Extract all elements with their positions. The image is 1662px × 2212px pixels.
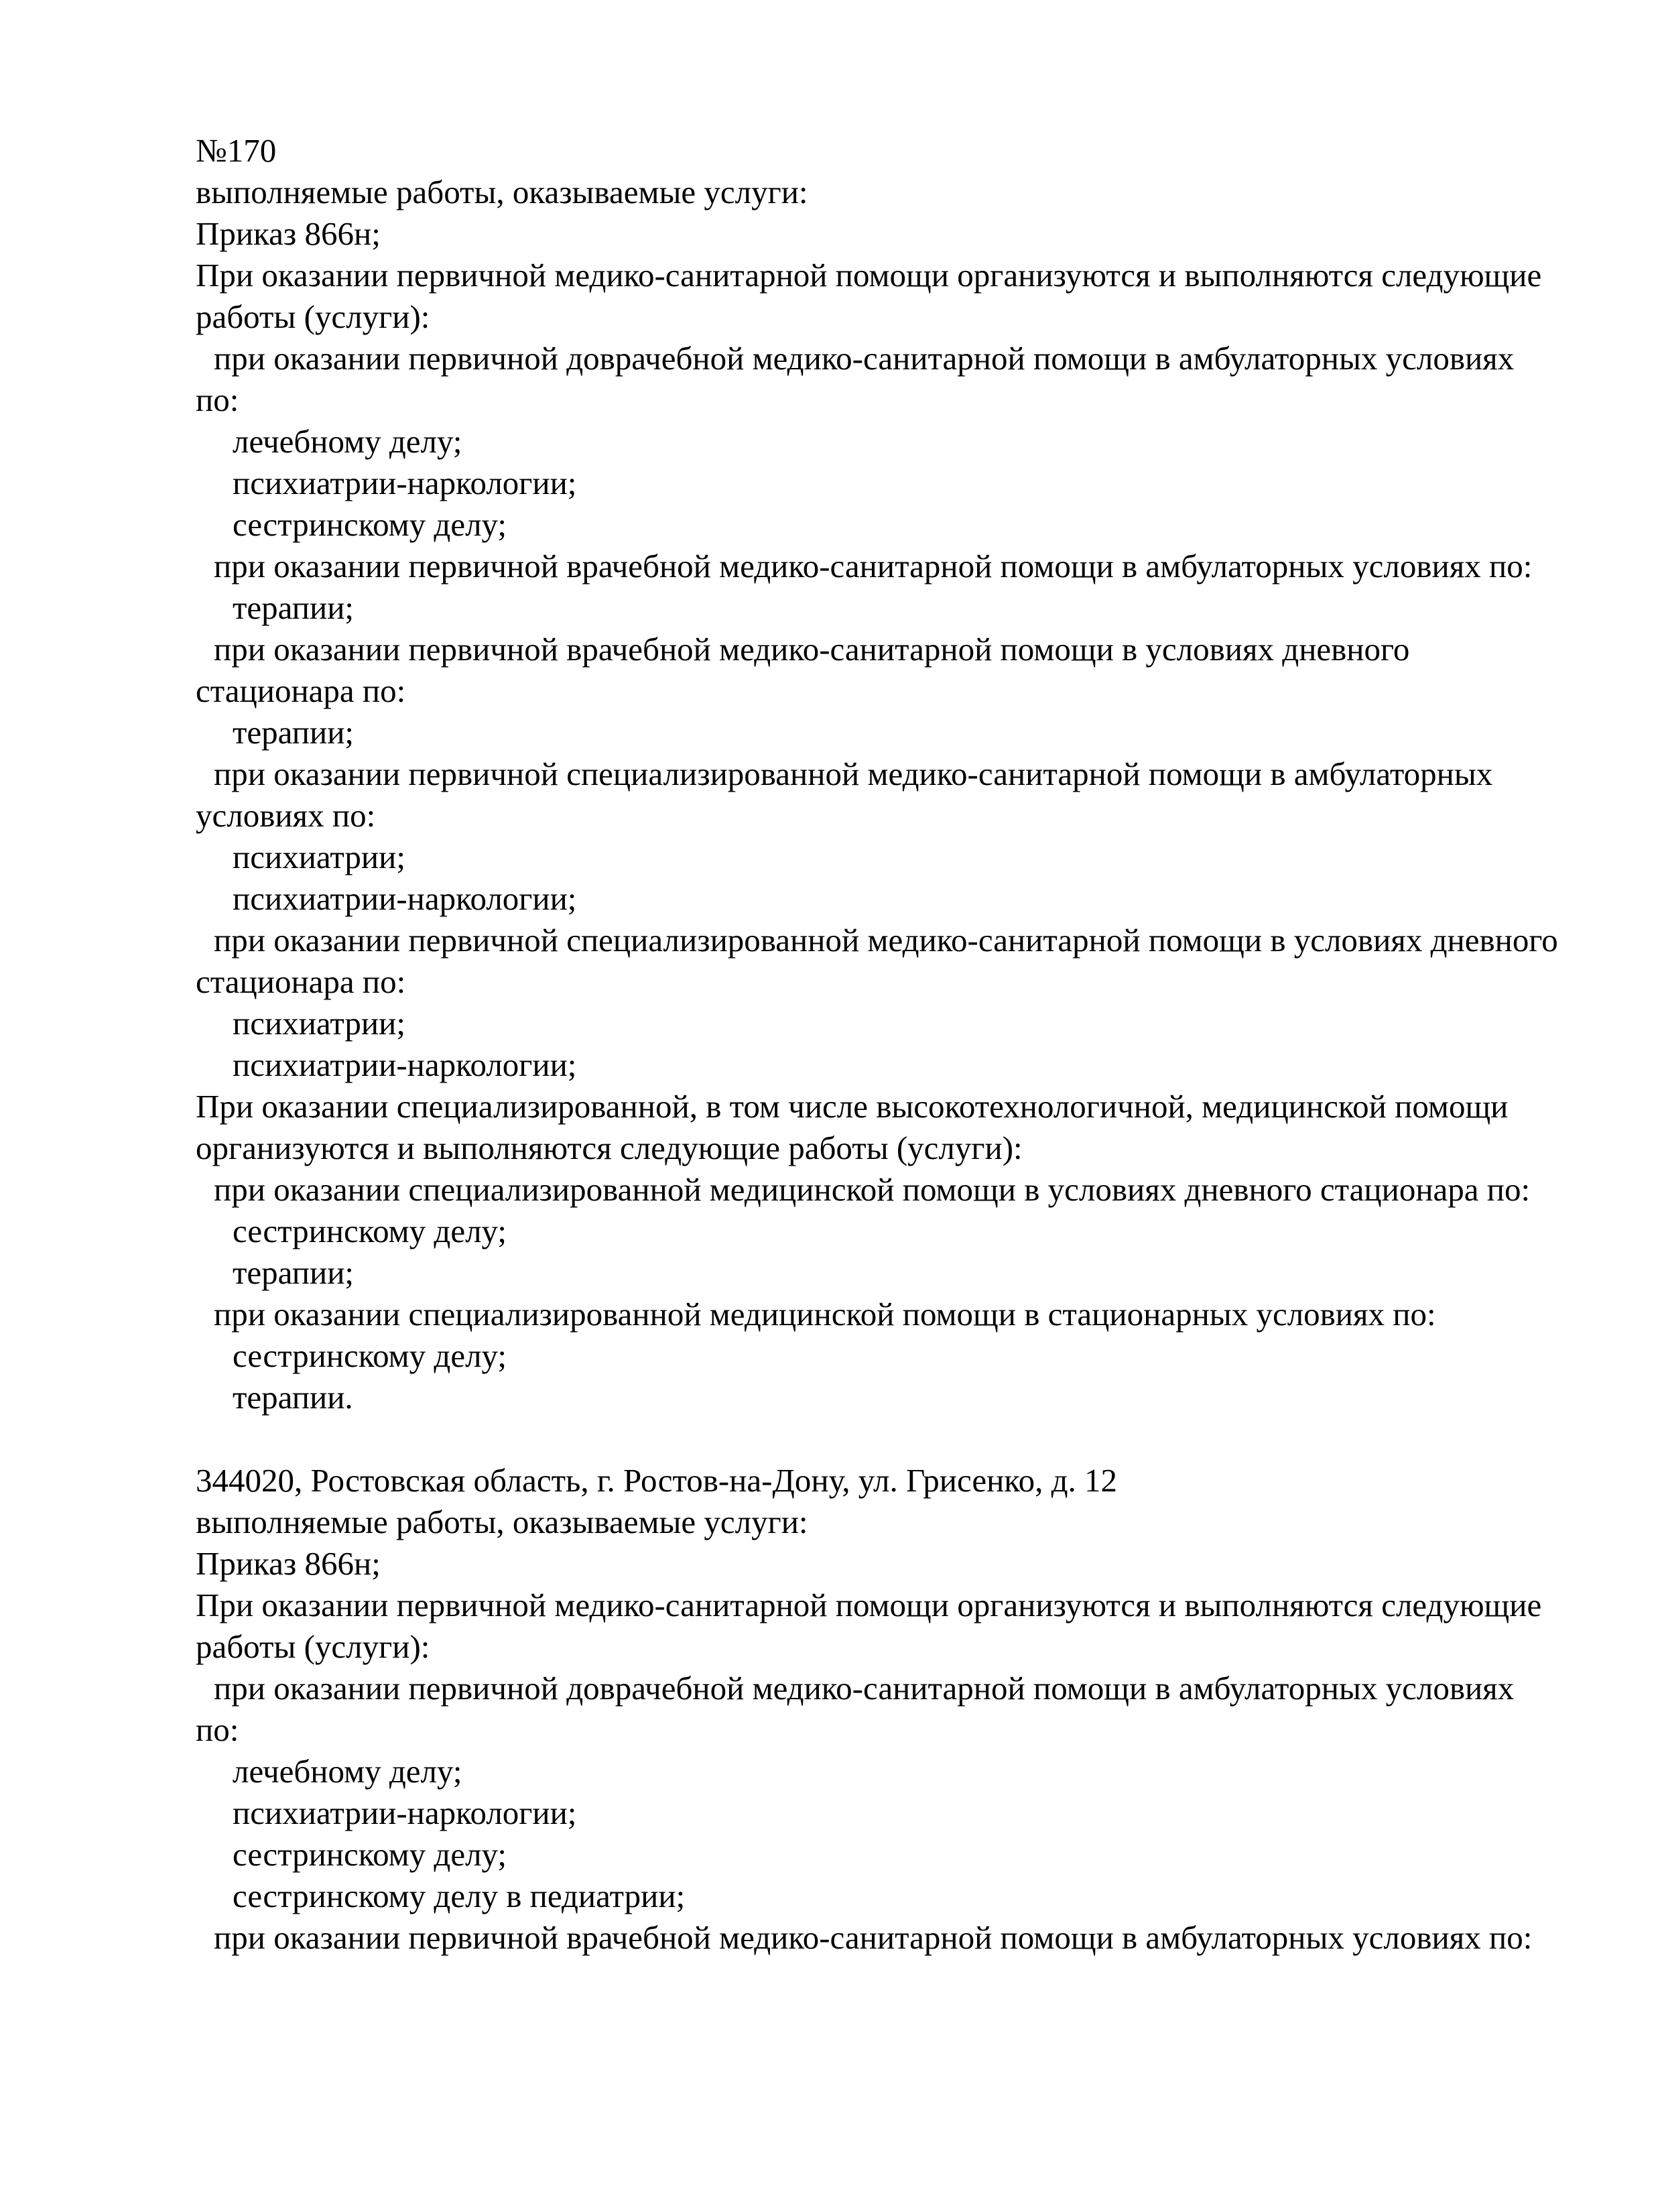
text-line: при оказании первичной специализированной медико-санитарной помощи в условиях дневного	[214, 922, 1558, 959]
text-line: при оказании специализированной медицинской помощи в условиях дневного стационара по:	[214, 1171, 1531, 1208]
text-line: сестринскому делу в педиатрии;	[233, 1878, 686, 1914]
text-line: лечебному делу;	[233, 423, 462, 460]
text-line: организуются и выполняются следующие работы (услуги):	[196, 1129, 1023, 1166]
text-line: при оказании первичной врачебной медико-санитарной помощи в амбулаторных условиях по:	[214, 548, 1533, 585]
text-line: №170	[196, 132, 277, 169]
text-line: терапии;	[233, 714, 355, 751]
text-line	[196, 1418, 1563, 1460]
text-line: условиях по:	[196, 797, 376, 834]
text-line: выполняемые работы, оказываемые услуги:	[196, 1503, 808, 1540]
text-line: терапии;	[233, 589, 355, 626]
text-line: 344020, Ростовская область, г. Ростов-на-Дону, ул. Грисенко, д. 12	[196, 1462, 1118, 1499]
text-line: работы (услуги):	[196, 1628, 430, 1665]
text-line: стационара по:	[196, 963, 406, 1000]
text-line: психиатрии-наркологии;	[233, 1794, 577, 1831]
text-line: сестринскому делу;	[233, 1337, 507, 1374]
text-line: терапии;	[233, 1254, 355, 1291]
text-line: При оказании специализированной, в том числе высокотехнологичной, медицинской помощи	[196, 1088, 1509, 1125]
text-line: психиатрии;	[233, 1005, 405, 1042]
text-line: выполняемые работы, оказываемые услуги:	[196, 174, 808, 210]
text-line: сестринскому делу;	[233, 1836, 507, 1873]
text-line: сестринскому делу;	[233, 1213, 507, 1249]
text-line: психиатрии-наркологии;	[233, 1046, 577, 1083]
text-line: по:	[196, 381, 239, 418]
text-line: при оказании первичной врачебной медико-санитарной помощи в условиях дневного	[214, 631, 1410, 668]
text-line: При оказании первичной медико-санитарной помощи организуются и выполняются следующие	[196, 257, 1542, 294]
text-line: терапии.	[233, 1379, 353, 1416]
text-line: Приказ 866н;	[196, 1545, 381, 1582]
text-line: при оказании первичной доврачебной медико-санитарной помощи в амбулаторных условиях	[214, 1670, 1515, 1707]
text-line: При оказании первичной медико-санитарной помощи организуются и выполняются следующие	[196, 1587, 1542, 1623]
text-line: психиатрии-наркологии;	[233, 880, 577, 917]
text-line: психиатрии-наркологии;	[233, 465, 577, 501]
text-line: стационара по:	[196, 672, 406, 709]
text-line: лечебному делу;	[233, 1753, 462, 1790]
text-line: при оказании первичной специализированной медико-санитарной помощи в амбулаторных	[214, 755, 1493, 792]
text-line: Приказ 866н;	[196, 215, 381, 252]
text-line: при оказании первичной доврачебной медико-санитарной помощи в амбулаторных условиях	[214, 340, 1515, 377]
text-line: по:	[196, 1711, 239, 1748]
text-line: при оказании специализированной медицинской помощи в стационарных условиях по:	[214, 1296, 1436, 1333]
text-line: работы (услуги):	[196, 298, 430, 335]
text-line: психиатрии;	[233, 839, 405, 875]
license-text-block	[196, 130, 1563, 1959]
text-line: сестринскому делу;	[233, 506, 507, 543]
text-line: при оказании первичной врачебной медико-санитарной помощи в амбулаторных условиях по:	[214, 1919, 1533, 1956]
